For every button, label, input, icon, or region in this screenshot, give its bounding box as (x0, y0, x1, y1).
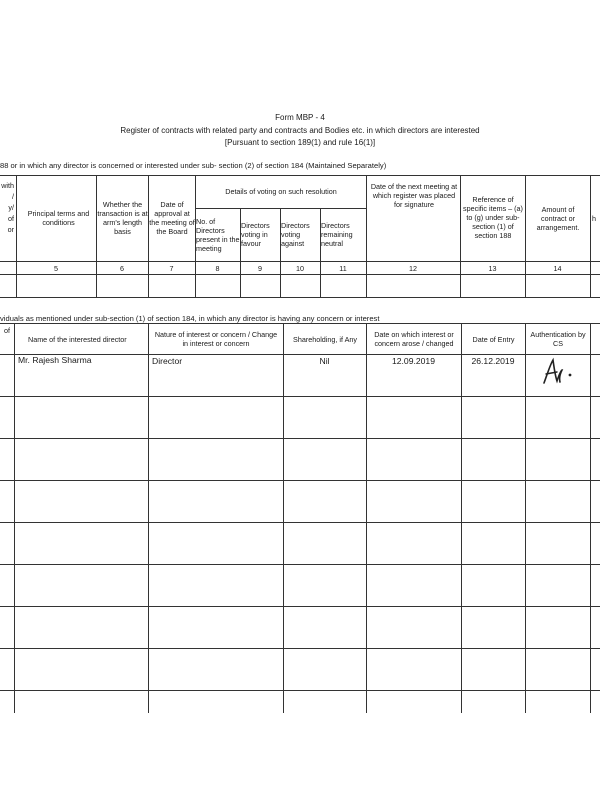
part-a-caption: 88 or in which any director is concerned or interested under sub- section (2) of section 184 (Maintained Separately) (0, 161, 387, 170)
header-voting-against: Directors voting against (281, 221, 310, 248)
header-next-meeting: Date of the next meeting at which register was placed for signature (370, 182, 458, 209)
header-right-fragment: h (592, 213, 596, 223)
column-number: 14 (553, 264, 562, 273)
pursuant-line: [Pursuant to section 189(1) and rule 16(1)] (224, 138, 376, 147)
header-directors-present: No. of Directors present in the meeting (196, 216, 240, 253)
left-fragment-5: or (7, 225, 14, 234)
cs-signature (538, 357, 582, 389)
column-number: 10 (296, 264, 304, 273)
column-number: 6 (120, 264, 124, 273)
header-arms-length: Whether the transaction is at arm's length basis (97, 200, 148, 236)
column-number: 11 (339, 264, 347, 273)
header-amount: Amount of contract or arrangement. (536, 204, 580, 232)
header-shareholding: Shareholding, if Any (293, 334, 357, 344)
left-fragment-2: / (12, 192, 14, 201)
column-number: 12 (409, 264, 417, 273)
left-fragment-3: y/ (8, 203, 14, 212)
header-voting-favour: Directors voting in favour (241, 221, 270, 248)
header-principal-terms: Principal terms and conditions (27, 209, 90, 227)
header-authentication: Authentication by CS (530, 330, 586, 348)
shareholding-value: Nil (319, 356, 330, 366)
register-subtitle: Register of contracts with related party and contracts and Bodies etc. in which directors are interested (120, 126, 480, 135)
header-date-interest: Date on which interest or concern arose / changed (374, 330, 454, 348)
header-remaining-neutral: Directors remaining neutral (321, 221, 353, 248)
left-fragment-4: of (8, 214, 14, 223)
header-interested-director: Name of the interested director (28, 334, 127, 344)
left-fragment: of (4, 326, 10, 335)
header-voting-details: Details of voting on such resolution (225, 187, 337, 196)
date-interest-value: 12.09.2019 (391, 356, 435, 366)
column-number: 9 (258, 264, 262, 273)
column-number: 8 (215, 264, 220, 273)
part-b-caption: viduals as mentioned under sub-section (1) of section 184, in which any director is having any concern or interest (0, 314, 380, 323)
header-date-entry: Date of Entry (472, 334, 515, 344)
header-reference-items: Reference of specific items – (a) to (g) under sub-section (1) of section 188 (463, 194, 523, 240)
director-name: Mr. Rajesh Sharma (18, 355, 92, 365)
column-number: 5 (54, 264, 58, 273)
nature-of-interest: Director (152, 356, 183, 366)
column-number: 13 (488, 264, 497, 273)
header-nature-interest: Nature of interest or concern / Change in interest or concern (154, 330, 278, 348)
column-number: 7 (169, 264, 174, 273)
date-entry-value: 26.12.2019 (471, 356, 515, 366)
header-date-approval: Date of approval at the meeting of the Board (149, 200, 195, 236)
form-title: Form MBP - 4 (275, 113, 325, 122)
left-fragment-1: with (1, 181, 14, 190)
